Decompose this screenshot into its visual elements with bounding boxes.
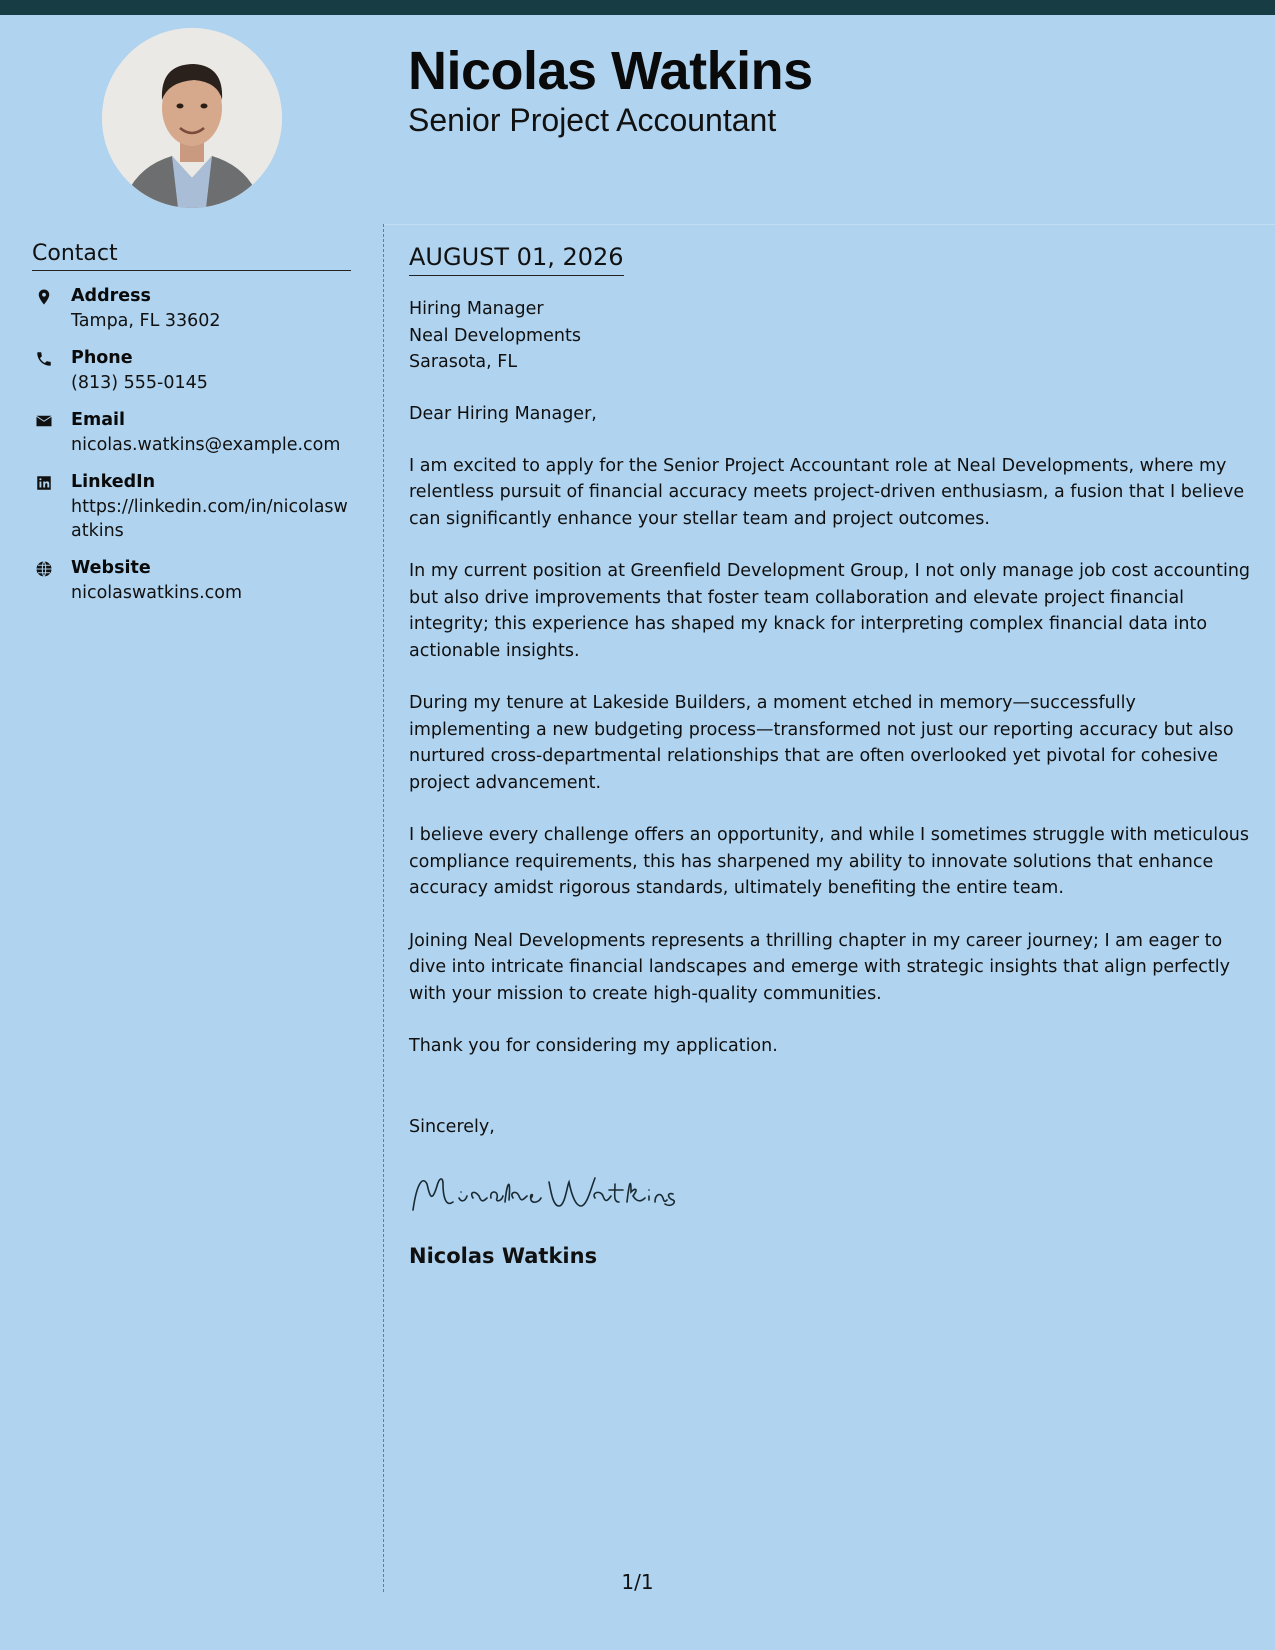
envelope-icon [34, 411, 54, 431]
contact-label: Address [71, 286, 151, 306]
recipient-line: Hiring Manager [409, 299, 544, 319]
paragraph: During my tenure at Lakeside Builders, a moment etched in memory—successfully implementing a new budgeting process—transformed not just our reporting accuracy but also nurtured cross-departmental relationships that are often overlooked yet pivotal for cohesive project advancement. [409, 693, 1234, 793]
letter-body [409, 243, 1259, 1268]
header-divider [384, 224, 1275, 225]
website-value[interactable]: nicolaswatkins.com [71, 583, 243, 603]
page-number: 1/1 [621, 1570, 654, 1594]
contact-item-phone [32, 346, 352, 395]
contact-item-address [32, 284, 352, 333]
linkedin-value[interactable]: https://linkedin.com/in/nicolaswatkins [71, 497, 348, 541]
signature [409, 1162, 1259, 1222]
paragraph: In my current position at Greenfield Development Group, I not only manage job cost accounting but also drive improvements that foster team collaboration and elevate project financial integrity; this experience has shaped my knack for interpreting complex financial data into actionable insights. [409, 561, 1251, 661]
paragraph: Joining Neal Developments represents a thrilling chapter in my career journey; I am eager to dive into intricate financial landscapes and emerge with strategic insights that align perfectly with your mission to create high-quality communities. [409, 930, 1230, 1004]
recipient-line: Sarasota, FL [409, 352, 518, 372]
contact-label: Email [71, 410, 125, 430]
paragraph: I am excited to apply for the Senior Project Accountant role at Neal Developments, where my relentless pursuit of financial accuracy meets project-driven enthusiasm, a fusion that I believe can significantly enhance your stellar team and project outcomes. [409, 455, 1245, 529]
recipient-block [409, 296, 1259, 376]
contact-item-email [32, 408, 352, 457]
address-value: Tampa, FL 33602 [71, 311, 221, 331]
contact-label: Phone [71, 348, 133, 368]
portrait-illustration [102, 28, 282, 208]
contact-heading: Contact [32, 241, 351, 271]
signer-name: Nicolas Watkins [409, 1243, 598, 1268]
salutation: Dear Hiring Manager, [409, 403, 597, 424]
candidate-name: Nicolas Watkins [408, 41, 813, 101]
closing: Sincerely, [409, 1116, 495, 1137]
letter-date: AUGUST 01, 2026 [409, 243, 624, 276]
candidate-title: Senior Project Accountant [408, 102, 777, 138]
profile-photo [102, 28, 282, 208]
signature-drawing [409, 1162, 679, 1222]
globe-icon [34, 559, 54, 579]
linkedin-icon [34, 473, 54, 493]
paragraph: I believe every challenge offers an opportunity, and while I sometimes struggle with meticulous compliance requirements, this has sharpened my ability to innovate solutions that enhance accuracy amidst rigorous standards, ultimately benefiting the entire team. [409, 825, 1250, 898]
phone-icon [34, 349, 54, 369]
map-pin-icon [34, 287, 54, 307]
phone-value: (813) 555-0145 [71, 373, 208, 393]
top-accent-bar [0, 0, 1275, 15]
email-value[interactable]: nicolas.watkins@example.com [71, 435, 341, 455]
contact-item-website [32, 556, 352, 605]
contact-label: Website [71, 558, 151, 578]
recipient-line: Neal Developments [409, 325, 581, 346]
contact-label: LinkedIn [71, 472, 156, 492]
column-divider [383, 224, 384, 1592]
contact-list [32, 284, 352, 618]
paragraph: Thank you for considering my application. [409, 1036, 778, 1056]
contact-item-linkedin [32, 470, 352, 543]
